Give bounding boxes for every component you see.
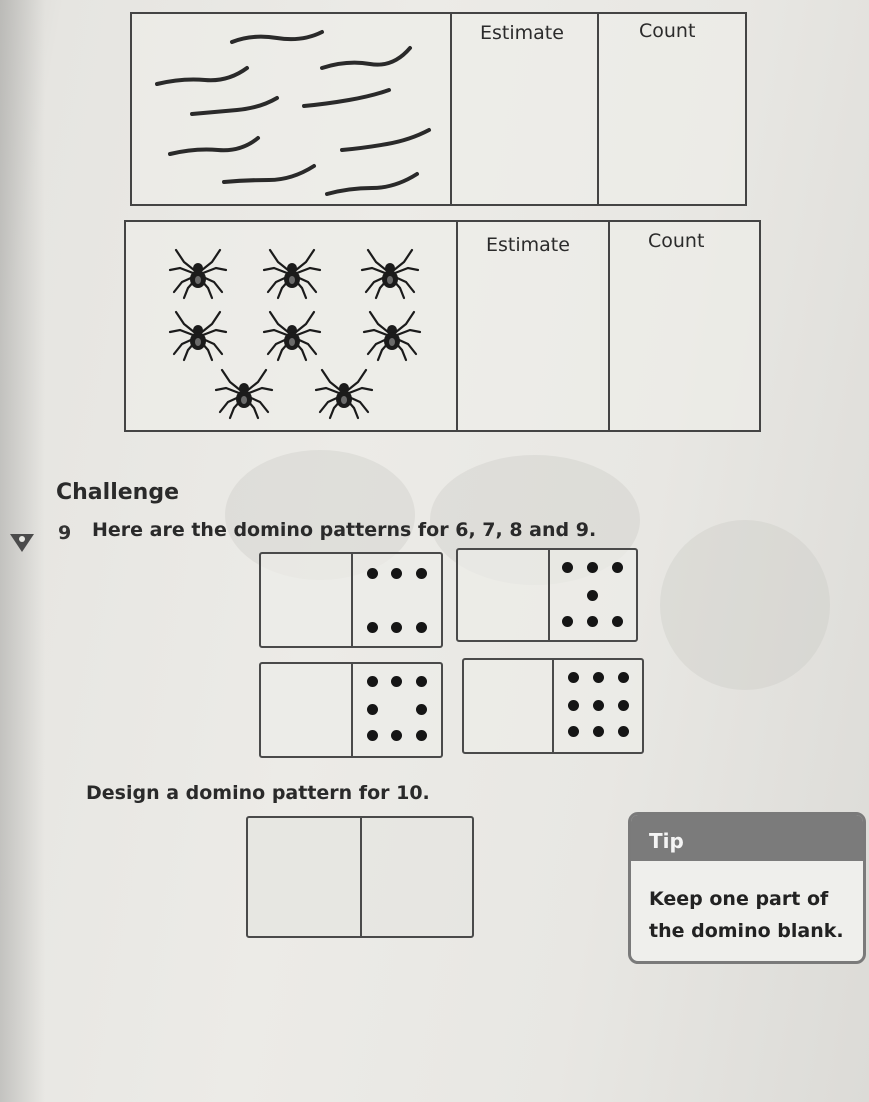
domino-divider	[351, 664, 353, 756]
tip-text: Keep one part of the domino blank.	[649, 888, 844, 942]
domino-6	[259, 552, 443, 648]
domino-dot	[612, 616, 623, 627]
domino-divider	[552, 660, 554, 752]
count-column	[608, 222, 759, 430]
domino-dot	[367, 730, 378, 741]
count-column	[597, 14, 745, 204]
domino-dot	[618, 726, 629, 737]
count-header: Count	[639, 20, 696, 42]
domino-dot	[593, 672, 604, 683]
estimate-header: Estimate	[480, 22, 564, 44]
domino-divider	[360, 818, 362, 936]
domino-9	[462, 658, 644, 754]
worm-icon	[304, 90, 389, 106]
domino-dot	[568, 726, 579, 737]
worm-icon	[170, 138, 258, 154]
background-ghost-shape	[660, 520, 830, 690]
spider-icon	[170, 250, 226, 298]
domino-dot	[391, 568, 402, 579]
domino-divider	[351, 554, 353, 646]
worms-table	[130, 12, 747, 206]
domino-dot	[367, 676, 378, 687]
spiders-picture	[126, 222, 456, 430]
domino-dot	[562, 616, 573, 627]
question-text: Here are the domino patterns for 6, 7, 8 and 9.	[92, 519, 597, 541]
worm-icon	[192, 98, 277, 114]
blank-domino-answer[interactable]	[246, 816, 474, 938]
domino-dot	[587, 562, 598, 573]
domino-dot	[587, 590, 598, 601]
triangle-marker-icon	[8, 530, 36, 556]
worm-icon	[224, 166, 314, 182]
estimate-column	[450, 14, 597, 204]
spider-icon	[316, 370, 372, 418]
domino-dot	[618, 700, 629, 711]
worm-icon	[232, 32, 322, 42]
domino-dot	[416, 568, 427, 579]
spider-icon	[216, 370, 272, 418]
domino-dot	[367, 568, 378, 579]
spider-icon	[364, 312, 420, 360]
spiders-table	[124, 220, 761, 432]
design-instruction: Design a domino pattern for 10.	[86, 782, 430, 804]
domino-dot	[593, 700, 604, 711]
domino-dot	[391, 676, 402, 687]
domino-dot	[612, 562, 623, 573]
domino-dot	[568, 672, 579, 683]
domino-dot	[391, 622, 402, 633]
domino-dot	[416, 704, 427, 715]
domino-8	[259, 662, 443, 758]
challenge-heading: Challenge	[56, 480, 179, 505]
domino-dot	[416, 730, 427, 741]
worm-icon	[157, 68, 247, 84]
estimate-header: Estimate	[486, 234, 570, 256]
spider-icon	[264, 250, 320, 298]
domino-dot	[562, 562, 573, 573]
worms-picture	[132, 14, 450, 204]
question-number: 9	[58, 522, 72, 544]
spider-icon	[362, 250, 418, 298]
domino-dot	[618, 672, 629, 683]
count-header: Count	[648, 230, 705, 252]
tip-box	[628, 812, 866, 964]
domino-dot	[367, 704, 378, 715]
estimate-column	[456, 222, 608, 430]
domino-dot	[367, 622, 378, 633]
worm-icon	[322, 48, 410, 68]
spider-icon	[170, 312, 226, 360]
domino-divider	[548, 550, 550, 640]
tip-title: Tip	[649, 829, 684, 853]
worm-icon	[327, 174, 417, 194]
domino-dot	[587, 616, 598, 627]
spider-icon	[264, 312, 320, 360]
domino-dot	[593, 726, 604, 737]
domino-dot	[391, 730, 402, 741]
domino-dot	[416, 622, 427, 633]
worm-icon	[342, 130, 429, 150]
domino-dot	[568, 700, 579, 711]
domino-7	[456, 548, 638, 642]
domino-dot	[416, 676, 427, 687]
